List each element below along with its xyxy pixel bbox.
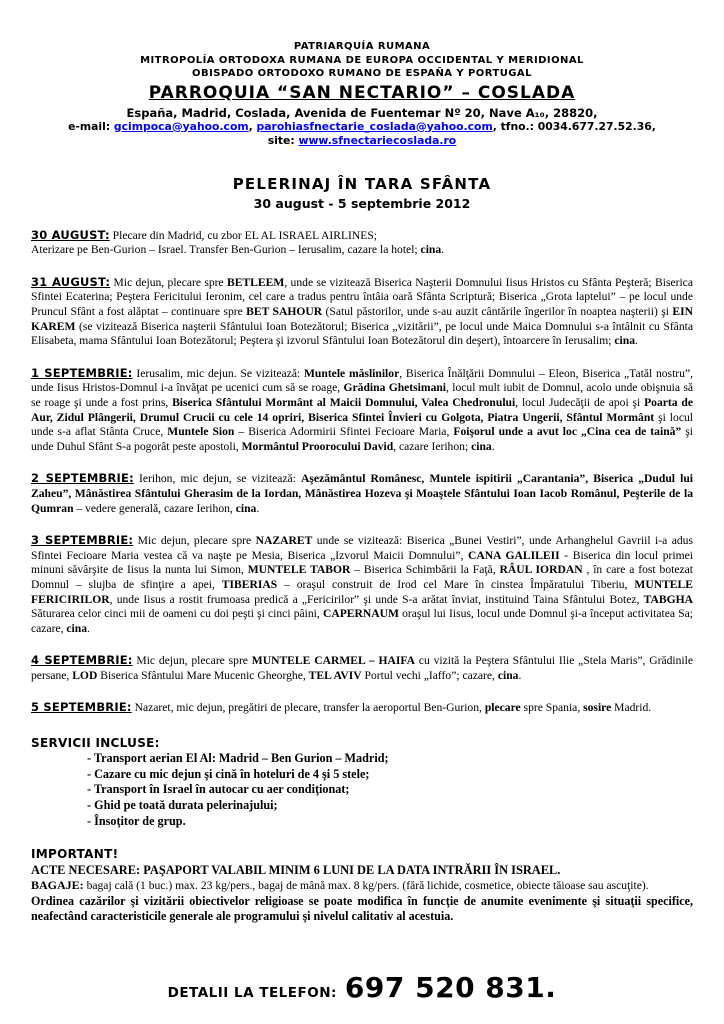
service-item: - Transport în Israel în autocar cu aer condiţionat;: [87, 782, 350, 797]
day-label: 3 SEPTEMBRIE:: [31, 533, 134, 548]
program-note-line: Ordinea cazărilor şi vizitării obiectivelor religioase se poate modifica în funcţie de anumite evenimente şi situaţii specifice, neafectând caracteristicile generale ale programului şi nivelul calitativ al acestuia.: [31, 893, 693, 924]
itinerary-day-3-septembrie: [31, 533, 693, 636]
email-separator: ,: [248, 119, 257, 133]
day-text: Ierihon, mic dejun, se vizitează: Aşezământul Românesc, Muntele ispitirii „Carantania”, Biserica „Dudul lui Zaheu”, Mânăstirea Sfântului Gherasim de la Iordan, Mânăstirea Hozeva şi Moaştele Sfântului Ioan Iacob Românul, Peşterile de la Qumran – vedere generală, cazare Ierihon, cina.: [31, 472, 693, 515]
phone-suffix: , tfno.: 0034.677.27.52.36,: [492, 119, 656, 133]
itinerary-day-2-septembrie: [31, 471, 693, 516]
site-line: [31, 134, 693, 149]
services-heading: SERVICII INCLUSE:: [31, 736, 160, 751]
service-item: - Ghid pe toată durata pelerinajului;: [87, 797, 278, 812]
day-text: Mic dejun, plecare spre NAZARET unde se vizitează: Biserica „Bunei Vestiri”, unde Arhanghelul Gavriil i-a adus Sfintei Fecioare Maria vestea că va naşte pe Mesia, Biserica „Izvorul Maicii Domnului”, CANA GALILEII - Biserica din locul primei minuni săvârşite de Iisus la nunta lui Simon, MUNTELE TABOR – Biserica Schimbării la Faţă, RÂUL IORDAN , în care a fost botezat Domnul – slujba de sfinţire a apei, TIBERIAS – oraşul construit de Irod cel Mare în cinstea Împăratului Tiberiu, MUNTELE FERICIRILOR, unde Iisus a rostit frumoasa predică a „Fericirilor” şi unde S-a arătat înviat, instituind Taina Sfântului Botez, TABGHA Săturarea celor cinci mii de oameni cu doi peşti şi cinci pâini, CAPERNAUM oraşul lui Iisus, locul unde Domnul şi-a început activitatea Sa; cazare, cina.: [31, 534, 694, 635]
day-label: 4 SEPTEMBRIE:: [31, 653, 133, 668]
bagaje-line: [31, 878, 693, 894]
important-section: [31, 847, 693, 925]
itinerary-day-30-august: [31, 228, 693, 258]
phone-number: 697 520 831.: [344, 971, 557, 1005]
service-item: - Transport aerian El Al: Madrid – Ben Gurion – Madrid;: [87, 751, 389, 766]
day-text: Mic dejun, plecare spre MUNTELE CARMEL – HAIFA cu vizită la Peştera Sfântului Ilie „Stela Maris”, Grădinile persane, LOD Biserica Sfântului Mare Mucenic Gheorghe, TEL AVIV Portul vechi „Iaffo”; cazare, cina.: [31, 654, 693, 682]
address-line: España, Madrid, Coslada, Avenida de Fuentemar Nº 20, Nave A₁₀, 28820,: [126, 105, 598, 120]
site-label: site:: [267, 134, 299, 148]
itinerary-day-5-septembrie: [31, 700, 693, 716]
metropolis-line: MITROPOLÍA ORTODOXA RUMANA DE EUROPA OCCIDENTAL Y MERIDIONAL: [140, 54, 584, 66]
parish-name: PARROQUIA “SAN NECTARIO” – COSLADA: [148, 82, 576, 103]
itinerary-day-1-septembrie: [31, 366, 693, 455]
email-link-1[interactable]: gcimpoca@yahoo.com: [113, 119, 249, 133]
day-label: 5 SEPTEMBRIE:: [31, 700, 132, 715]
day-label: 31 AUGUST:: [31, 274, 111, 289]
title-block: [31, 175, 693, 211]
bagaje-text: bagaj cală (1 buc.) max. 23 kg/pers., bagaj de mână max. 8 kg/pers. (fără lichide, cosmetice, obiecte tăioase sau ascuţite).: [83, 879, 649, 893]
day-text: Mic dejun, plecare spre BETLEEM, unde se vizitează Biserica Naşterii Domnului Iisus Hristos cu Sfânta Peşteră; Biserica Sfintei Ecaterina; Peştera Fericitului Ieronim, cel care a tradus pentru întâia oară Sfânta Scriptură; Biserica „Grota laptelui” – pe locul unde Pruncul Sfânt a fost alăptat – continuare spre BET SAHOUR (Satul păstorilor, unde s-au auzit cântările îngerilor în noaptea naşterii) şi EIN KAREM (se vizitează Biserica naşterii Sfântului Ioan Botezătorul; Biserica „vizitării”, pe locul unde Maica Domnului s-a întâlnit cu Sfânta Elisabeta, mama Sfântului Ioan Botezătorul; Peştera şi izvorul Sfântului Ioan Botezătorul din deşert), întoarcere în Ierusalim; cina.: [31, 275, 693, 348]
acte-necesare-line: ACTE NECESARE: PAŞAPORT VALABIL MINIM 6 LUNI DE LA DATA INTRĂRII ÎN ISRAEL.: [31, 863, 561, 878]
email-link-2[interactable]: parohiasfnectarie_coslada@yahoo.com: [256, 119, 493, 133]
day-text: Plecare din Madrid, cu zbor EL AL ISRAEL AIRLINES; Aterizare pe Ben-Gurion – Israel. Transfer Ben-Gurion – Ierusalim, cazare la hotel; cina.: [31, 228, 445, 257]
email-label: e-mail:: [68, 119, 114, 133]
important-heading: IMPORTANT!: [31, 847, 119, 862]
day-label: 30 AUGUST:: [31, 227, 110, 242]
service-item: - Însoţitor de grup.: [87, 813, 186, 828]
contact-line: [31, 120, 693, 135]
day-text: Ierusalim, mic dejun. Se vizitează: Muntele măslinilor, Biserica Înălţării Domnului – Eleon, Biserica „Tatăl nostru”, unde Iisus Hristos-Domnul i-a învăţat pe ucenici cum să se roage, Grădina Ghetsimani, locul mult iubit de Domnul, acolo unde obişnuia să se roage şi unde a fost prins, Biserica Sfântului Mormânt al Maicii Domnului, Valea Chedronului, locul Judecăţii de apoi şi Poarta de Aur, Zidul Plângerii, Drumul Crucii cu cele 14 opriri, Biserica Sfintei Învieri cu Golgota, Piatra Ungerii, Sfântul Mormânt şi locul unde s-a aflat Stânta Cruce, Muntele Sion – Biserica Adormirii Sfintei Fecioare Maria, Foişorul unde a avut loc „Cina cea de taină” şi unde Duhul Sfânt S-a pogorât peste apostoli, Mormântul Proorocului David, cazare Ierihon; cina.: [31, 366, 693, 453]
bishopric-line: OBISPADO ORTODOXO RUMANO DE ESPAÑA Y PORTUGAL: [192, 68, 532, 79]
phone-label: DETALII LA TELEFON:: [167, 985, 337, 1002]
date-range: 30 august - 5 septembrie 2012: [253, 195, 471, 211]
site-link[interactable]: www.sfnectariecoslada.ro: [298, 134, 457, 148]
letterhead: [31, 40, 693, 149]
services-list: [31, 751, 693, 829]
patriarchy-line: PATRIARQUÍA RUMANA: [293, 41, 431, 52]
service-item: - Cazare cu mic dejun şi cină în hoteluri de 4 şi 5 stele;: [87, 766, 370, 781]
day-label: 2 SEPTEMBRIE:: [31, 471, 134, 486]
itinerary-day-31-august: [31, 275, 693, 349]
day-text: Nazaret, mic dejun, pregătiri de plecare, transfer la aeroportul Ben-Gurion, plecare spre Spania, sosire Madrid.: [131, 701, 652, 715]
services-section: [31, 736, 693, 829]
day-label: 1 SEPTEMBRIE:: [31, 365, 133, 380]
page-title: PELERINAJ ÎN TARA SFÂNTA: [232, 174, 492, 193]
bagaje-label: BAGAJE:: [31, 878, 84, 893]
itinerary-day-4-septembrie: [31, 653, 693, 683]
phone-footer: [31, 971, 693, 1004]
